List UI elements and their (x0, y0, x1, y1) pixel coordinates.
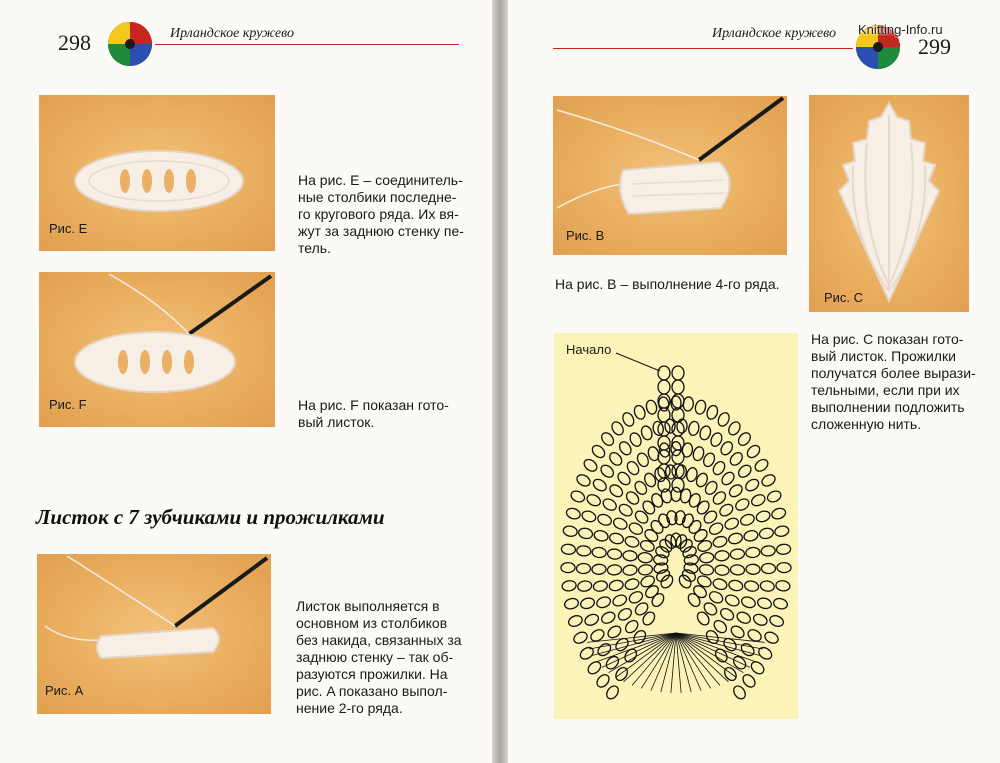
caption-figure-f: На рис. F показан гото- вый листок. (298, 397, 449, 430)
yarn-ball-icon (107, 21, 153, 67)
crochet-finished-leaf (809, 95, 969, 312)
book-spine (492, 0, 508, 763)
section-heading: Листок с 7 зубчиками и прожилками (36, 505, 385, 529)
caption-figure-e: На рис. E – соединитель- ные столбики последне- го кругового ряда. Их вя- жут за заднюю стенку пе- тель. (298, 172, 464, 256)
crochet-chart (554, 333, 798, 719)
figure-label-a: Рис. A (45, 683, 84, 698)
photo-figure-c (809, 95, 969, 312)
page-number-right: 299 (918, 34, 951, 59)
figure-label-b: Рис. B (566, 228, 605, 243)
page-number-left: 298 (58, 30, 91, 55)
running-head-left: Ирландское кружево (170, 26, 294, 41)
figure-label-e: Рис. E (49, 221, 88, 236)
header-rule-left (155, 44, 459, 45)
caption-figure-a: Листок выполняется в основном из столбиков без накида, связанных за заднюю стенку – так об- разуются прожилки. На рис. A показано выпол- нение 2-го ряда. (296, 598, 462, 716)
figure-label-c: Рис. C (824, 290, 864, 305)
crochet-chart-drawing (554, 333, 798, 719)
chart-start-label: Начало (566, 342, 612, 357)
header-rule-right (553, 48, 853, 49)
watermark: Knitting-Info.ru (858, 22, 943, 37)
caption-figure-b: На рис. B – выполнение 4-го ряда. (555, 276, 780, 292)
figure-label-f: Рис. F (49, 397, 87, 412)
caption-figure-c: На рис. C показан гото- вый листок. Прожилки получатся более вырази- тельными, если при их выполнении подложить сложенную нить. (811, 331, 976, 432)
running-head-right: Ирландское кружево (712, 26, 836, 41)
